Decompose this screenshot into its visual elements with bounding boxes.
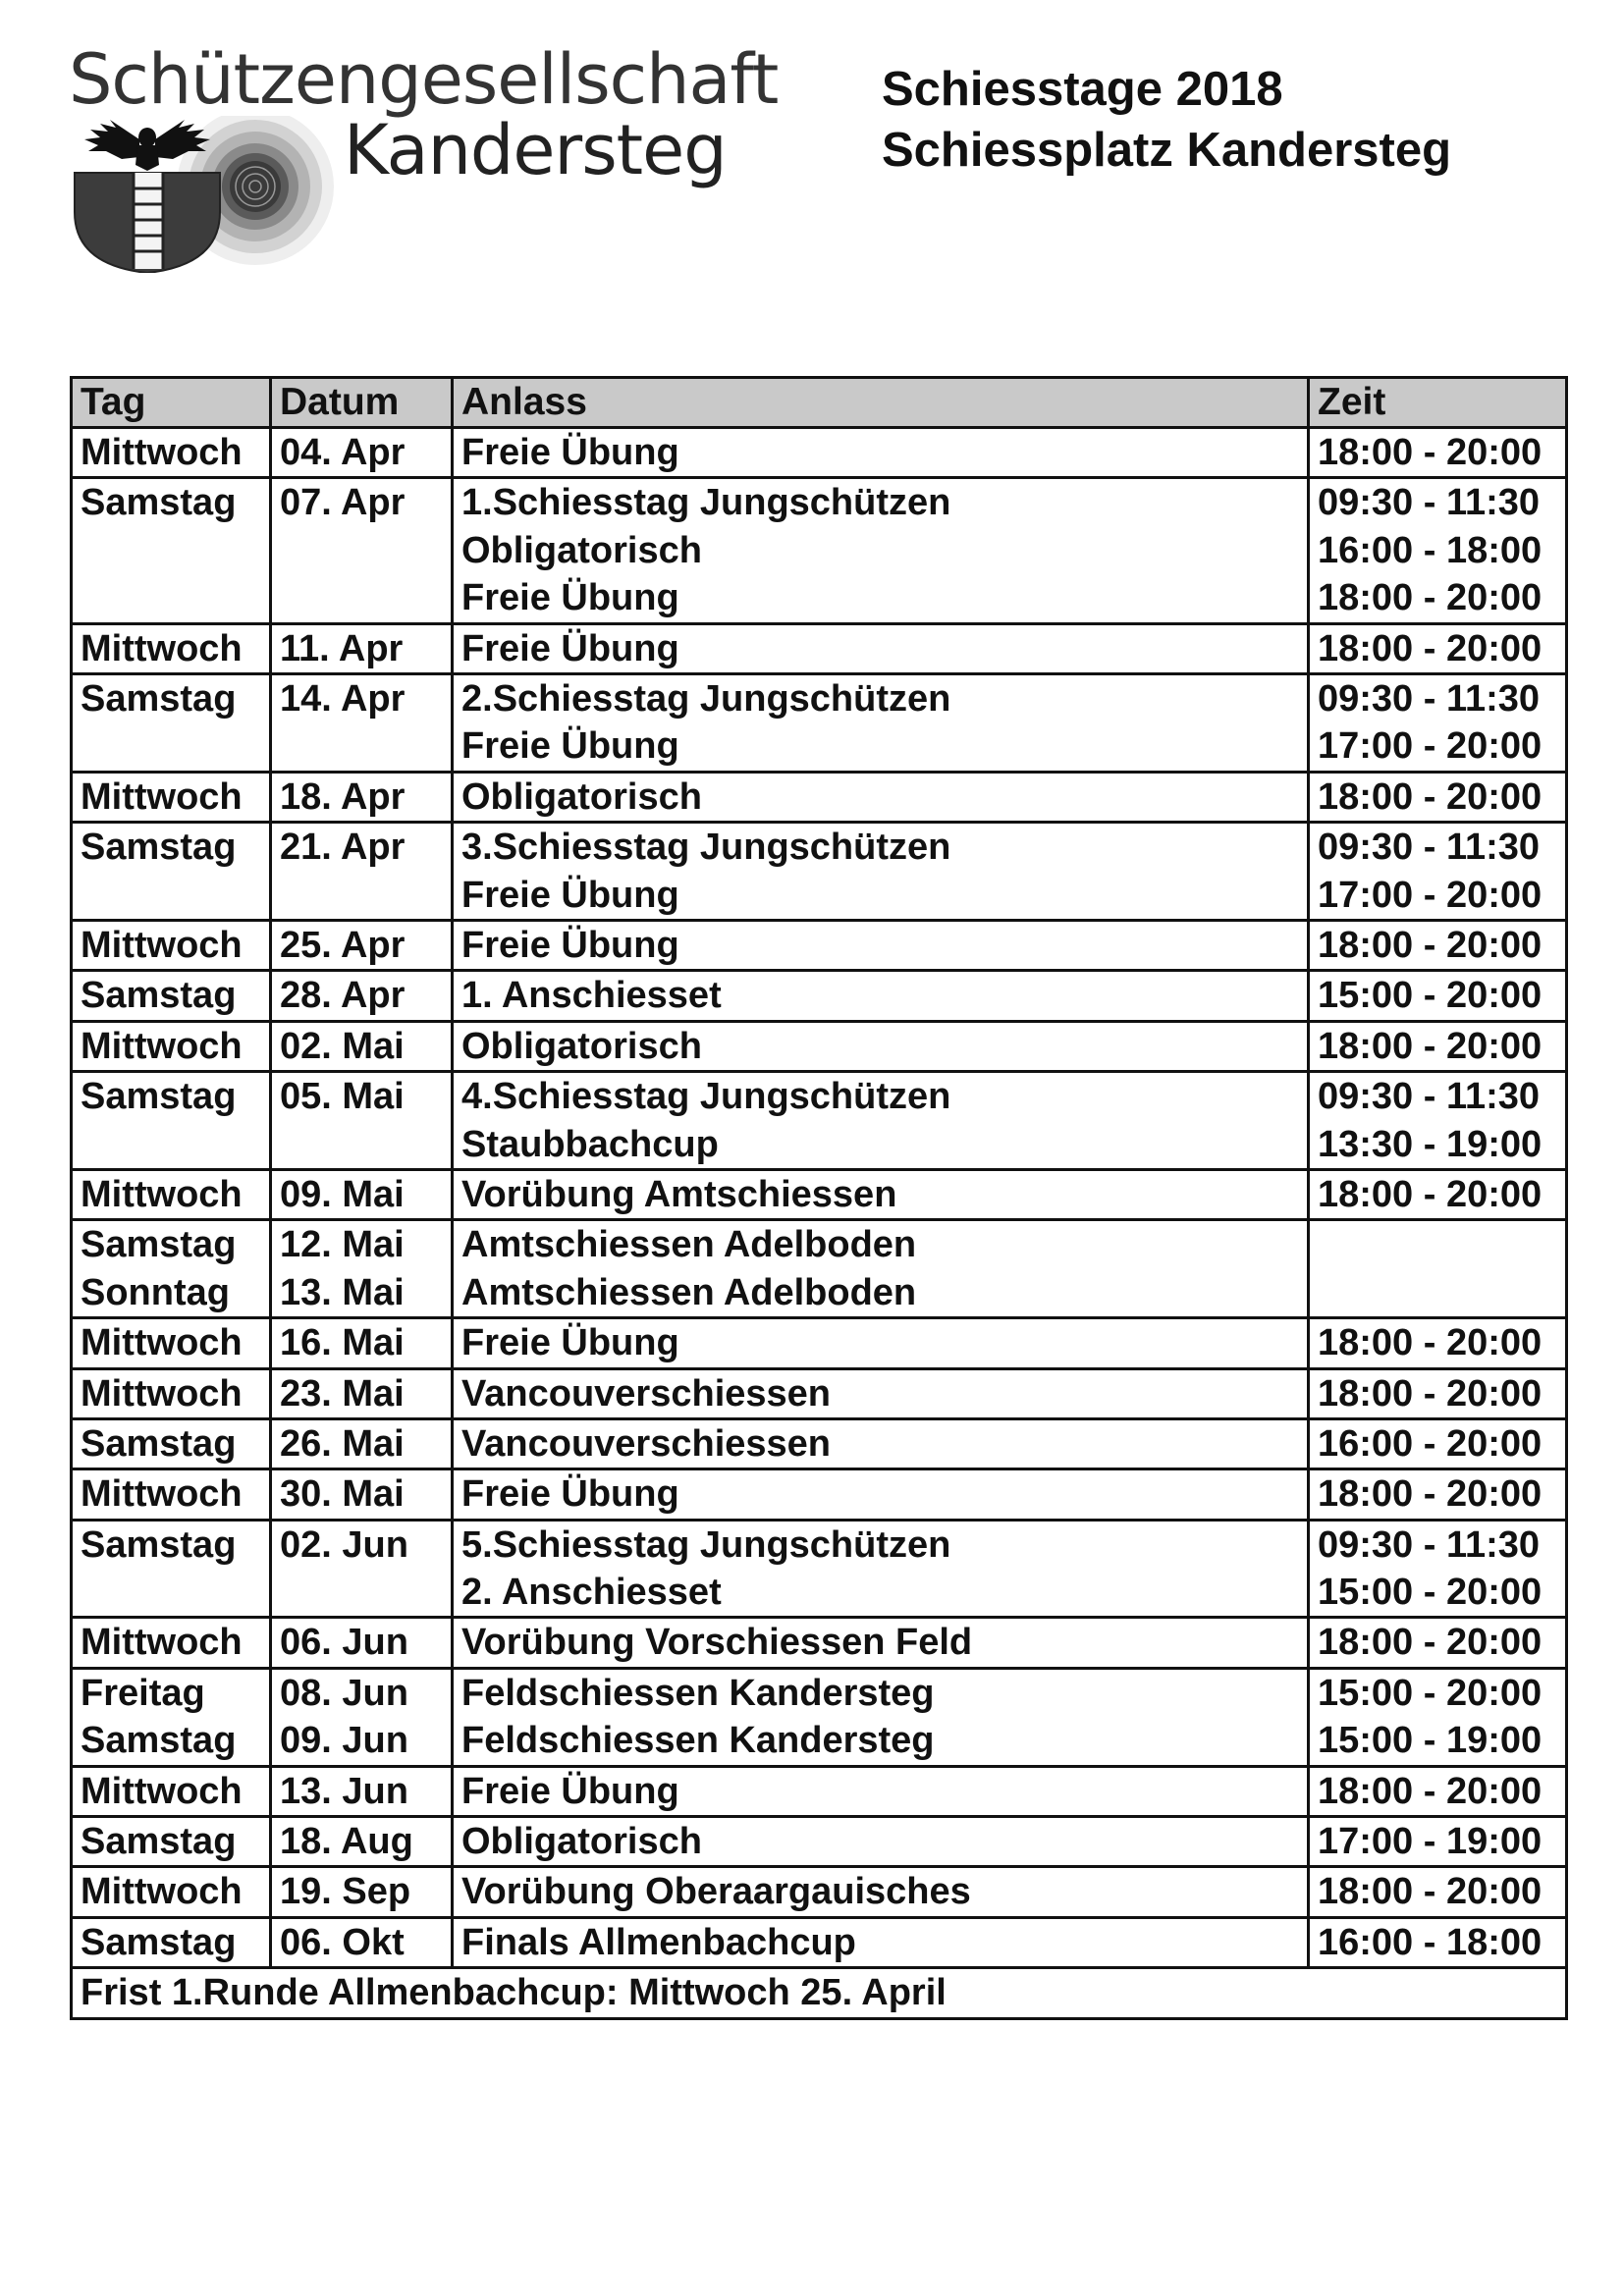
cell-zeit: [1309, 1368, 1567, 1418]
datum-text: 25. Apr: [280, 924, 406, 966]
cell-zeit: [1309, 428, 1567, 478]
datum-text: 12. Mai: [280, 1224, 405, 1266]
datum-text: 09. Jun: [280, 1720, 408, 1762]
cell-tag: [72, 1766, 271, 1816]
cell-zeit: [1309, 1418, 1567, 1468]
table-row: [72, 1668, 1567, 1766]
anlass-text: Freie Übung: [461, 725, 679, 768]
tag-text: Mittwoch: [81, 432, 243, 473]
header-tag: Tag: [72, 378, 271, 428]
cell-datum: [271, 1318, 453, 1368]
header-anlass: Anlass: [453, 378, 1309, 428]
cell-datum: [271, 1917, 453, 1967]
cell-anlass: [453, 1668, 1309, 1766]
datum-text: 02. Mai: [280, 1025, 405, 1067]
zeit-text: 18:00 - 20:00: [1318, 432, 1543, 473]
cell-datum: [271, 1072, 453, 1170]
table-row: [72, 971, 1567, 1021]
anlass-text: Vancouverschiessen: [461, 1372, 831, 1415]
datum-text: 05. Mai: [280, 1076, 405, 1118]
cell-datum: [271, 1867, 453, 1917]
cell-anlass: [453, 920, 1309, 970]
table-row: [72, 1169, 1567, 1219]
cell-tag: [72, 428, 271, 478]
zeit-text: 18:00 - 20:00: [1318, 1322, 1543, 1364]
table-row: [72, 1418, 1567, 1468]
tag-text: Mittwoch: [81, 1372, 243, 1415]
cell-anlass: [453, 478, 1309, 623]
deadline-note: Frist 1.Runde Allmenbachcup: Mittwoch 25. April: [72, 1968, 1567, 2018]
cell-tag: [72, 823, 271, 921]
zeit-text: 18:00 - 20:00: [1318, 1871, 1543, 1913]
cell-anlass: [453, 1766, 1309, 1816]
cell-zeit: [1309, 478, 1567, 623]
tag-text: Mittwoch: [81, 627, 243, 669]
cell-zeit: [1309, 1668, 1567, 1766]
zeit-text: 18:00 - 20:00: [1318, 1473, 1543, 1516]
zeit-text: 18:00 - 20:00: [1318, 775, 1543, 818]
zeit-text: 18:00 - 20:00: [1318, 1622, 1543, 1664]
anlass-text: Freie Übung: [461, 432, 679, 473]
anlass-text: 3.Schiesstag Jungschützen: [461, 827, 951, 869]
zeit-text: 15:00 - 20:00: [1318, 1572, 1543, 1614]
table-row: [72, 920, 1567, 970]
tag-text: Samstag: [81, 482, 237, 524]
tag-text: Mittwoch: [81, 1173, 243, 1215]
table-row: [72, 1618, 1567, 1668]
cell-zeit: [1309, 1169, 1567, 1219]
cell-datum: [271, 920, 453, 970]
cell-tag: [72, 1817, 271, 1867]
cell-anlass: [453, 1021, 1309, 1071]
cell-datum: [271, 1368, 453, 1418]
tag-text: Samstag: [81, 1921, 237, 1963]
table-row: [72, 1469, 1567, 1520]
datum-text: 14. Apr: [280, 677, 406, 720]
anlass-text: Freie Übung: [461, 627, 679, 669]
datum-text: 26. Mai: [280, 1422, 405, 1465]
anlass-text: Freie Übung: [461, 924, 679, 966]
anlass-text: Vorübung Vorschiessen Feld: [461, 1622, 973, 1664]
shield-icon: [75, 173, 220, 273]
cell-zeit: [1309, 1072, 1567, 1170]
datum-text: 21. Apr: [280, 827, 406, 869]
org-name-line2: Kandersteg: [344, 110, 727, 190]
cell-tag: [72, 1021, 271, 1071]
anlass-text: Vorübung Oberaargauisches: [461, 1871, 971, 1913]
tag-text: Samstag: [81, 1523, 237, 1566]
datum-text: 13. Mai: [280, 1271, 405, 1313]
cell-anlass: [453, 1520, 1309, 1618]
zeit-text: 18:00 - 20:00: [1318, 577, 1543, 619]
cell-anlass: [453, 428, 1309, 478]
anlass-text: Obligatorisch: [461, 775, 702, 818]
cell-zeit: [1309, 1469, 1567, 1520]
anlass-text: Staubbachcup: [461, 1123, 719, 1165]
cell-zeit: [1309, 971, 1567, 1021]
cell-datum: [271, 1220, 453, 1318]
datum-text: 30. Mai: [280, 1473, 405, 1516]
table-row: [72, 1867, 1567, 1917]
tag-text: Mittwoch: [81, 1473, 243, 1516]
anlass-text: Freie Übung: [461, 1322, 679, 1364]
cell-anlass: [453, 1469, 1309, 1520]
cell-datum: [271, 772, 453, 822]
zeit-text: 17:00 - 20:00: [1318, 725, 1543, 768]
datum-text: 02. Jun: [280, 1523, 408, 1566]
cell-zeit: [1309, 673, 1567, 772]
cell-anlass: [453, 971, 1309, 1021]
cell-datum: [271, 428, 453, 478]
tag-text: Samstag: [81, 677, 237, 720]
table-row: [72, 1318, 1567, 1368]
anlass-text: Finals Allmenbachcup: [461, 1921, 856, 1963]
cell-tag: [72, 920, 271, 970]
org-name-line1: Schützengesellschaft: [69, 39, 779, 120]
datum-text: 06. Okt: [280, 1921, 405, 1963]
tag-text: Mittwoch: [81, 1322, 243, 1364]
anlass-text: Amtschiessen Adelboden: [461, 1271, 917, 1313]
zeit-text: 18:00 - 20:00: [1318, 1173, 1543, 1215]
document-title: [882, 59, 1451, 181]
table-header-row: [72, 378, 1567, 428]
cell-datum: [271, 478, 453, 623]
title-line-2: Schiessplatz Kandersteg: [882, 124, 1452, 177]
zeit-text: 16:00 - 18:00: [1318, 529, 1543, 571]
zeit-text: 17:00 - 19:00: [1318, 1821, 1543, 1863]
table-row: [72, 1766, 1567, 1816]
cell-datum: [271, 1668, 453, 1766]
header-datum: Datum: [271, 378, 453, 428]
zeit-text: 18:00 - 20:00: [1318, 1025, 1543, 1067]
cell-anlass: [453, 1618, 1309, 1668]
zeit-text: 18:00 - 20:00: [1318, 627, 1543, 669]
datum-text: 09. Mai: [280, 1173, 405, 1215]
cell-zeit: [1309, 772, 1567, 822]
cell-datum: [271, 1418, 453, 1468]
cell-tag: [72, 1469, 271, 1520]
anlass-text: 1. Anschiesset: [461, 975, 722, 1017]
anlass-text: Vancouverschiessen: [461, 1422, 831, 1465]
anlass-text: Freie Übung: [461, 1770, 679, 1812]
anlass-text: Obligatorisch: [461, 1025, 702, 1067]
zeit-text: 18:00 - 20:00: [1318, 1372, 1543, 1415]
anlass-text: 1.Schiesstag Jungschützen: [461, 482, 951, 524]
cell-anlass: [453, 623, 1309, 673]
cell-anlass: [453, 1318, 1309, 1368]
table-row: [72, 673, 1567, 772]
tag-text: Samstag: [81, 975, 237, 1017]
cell-tag: [72, 1867, 271, 1917]
cell-tag: [72, 1618, 271, 1668]
table-row: [72, 772, 1567, 822]
table-row: [72, 478, 1567, 623]
zeit-text: 09:30 - 11:30: [1318, 1523, 1541, 1566]
cell-zeit: [1309, 1021, 1567, 1071]
cell-tag: [72, 1418, 271, 1468]
datum-text: 07. Apr: [280, 482, 406, 524]
datum-text: 16. Mai: [280, 1322, 405, 1364]
zeit-text: 09:30 - 11:30: [1318, 482, 1541, 524]
cell-tag: [72, 1917, 271, 1967]
anlass-text: Freie Übung: [461, 874, 679, 916]
schedule-body: [72, 428, 1567, 2019]
anlass-text: 4.Schiesstag Jungschützen: [461, 1076, 951, 1118]
anlass-text: Obligatorisch: [461, 1821, 702, 1863]
tag-text: Samstag: [81, 827, 237, 869]
cell-zeit: [1309, 1867, 1567, 1917]
cell-datum: [271, 673, 453, 772]
cell-tag: [72, 1520, 271, 1618]
cell-anlass: [453, 1817, 1309, 1867]
cell-zeit: [1309, 1520, 1567, 1618]
zeit-text: 16:00 - 18:00: [1318, 1921, 1543, 1963]
tag-text: Samstag: [81, 1720, 237, 1762]
cell-anlass: [453, 1867, 1309, 1917]
anlass-text: Obligatorisch: [461, 529, 702, 571]
cell-anlass: [453, 673, 1309, 772]
cell-anlass: [453, 1220, 1309, 1318]
table-row: [72, 1520, 1567, 1618]
anlass-text: 2. Anschiesset: [461, 1572, 722, 1614]
datum-text: 28. Apr: [280, 975, 406, 1017]
tag-text: Samstag: [81, 1422, 237, 1465]
zeit-text: 16:00 - 20:00: [1318, 1422, 1543, 1465]
cell-tag: [72, 478, 271, 623]
datum-text: 08. Jun: [280, 1672, 408, 1714]
cell-zeit: [1309, 920, 1567, 970]
tag-text: Mittwoch: [81, 1622, 243, 1664]
cell-tag: [72, 1668, 271, 1766]
cell-zeit: [1309, 1318, 1567, 1368]
cell-datum: [271, 1618, 453, 1668]
datum-text: 06. Jun: [280, 1622, 408, 1664]
tag-text: Mittwoch: [81, 1025, 243, 1067]
table-row: [72, 623, 1567, 673]
cell-tag: [72, 623, 271, 673]
cell-tag: [72, 1169, 271, 1219]
anlass-text: 5.Schiesstag Jungschützen: [461, 1523, 951, 1566]
tag-text: Mittwoch: [81, 924, 243, 966]
anlass-text: Amtschiessen Adelboden: [461, 1224, 917, 1266]
zeit-text: 18:00 - 20:00: [1318, 924, 1543, 966]
cell-datum: [271, 823, 453, 921]
anlass-text: Feldschiessen Kandersteg: [461, 1720, 935, 1762]
zeit-text: 09:30 - 11:30: [1318, 1076, 1541, 1118]
cell-anlass: [453, 1368, 1309, 1418]
title-line-1: Schiesstage 2018: [882, 63, 1283, 116]
datum-text: 18. Apr: [280, 775, 406, 818]
anlass-text: Feldschiessen Kandersteg: [461, 1672, 935, 1714]
datum-text: 11. Apr: [280, 627, 404, 669]
cell-anlass: [453, 1169, 1309, 1219]
datum-text: 23. Mai: [280, 1372, 405, 1415]
table-row: [72, 1917, 1567, 1967]
zeit-text: 15:00 - 19:00: [1318, 1720, 1543, 1762]
cell-zeit: [1309, 823, 1567, 921]
tag-text: Mittwoch: [81, 1871, 243, 1913]
cell-anlass: [453, 1072, 1309, 1170]
tag-text: Mittwoch: [81, 1770, 243, 1812]
table-row: [72, 1021, 1567, 1071]
tag-text: Samstag: [81, 1821, 237, 1863]
cell-tag: [72, 971, 271, 1021]
anlass-text: 2.Schiesstag Jungschützen: [461, 677, 951, 720]
datum-text: 19. Sep: [280, 1871, 411, 1913]
table-footer-row: [72, 1968, 1567, 2018]
header-zeit: Zeit: [1309, 378, 1567, 428]
cell-anlass: [453, 772, 1309, 822]
datum-text: 18. Aug: [280, 1821, 413, 1863]
cell-anlass: [453, 1418, 1309, 1468]
schedule-table: [70, 376, 1568, 2020]
cell-tag: [72, 1368, 271, 1418]
table-row: [72, 1368, 1567, 1418]
cell-zeit: [1309, 1618, 1567, 1668]
cell-datum: [271, 1520, 453, 1618]
cell-anlass: [453, 823, 1309, 921]
cell-datum: [271, 1021, 453, 1071]
zeit-text: 13:30 - 19:00: [1318, 1123, 1543, 1165]
club-logo: [71, 116, 355, 273]
tag-text: Freitag: [81, 1672, 205, 1714]
table-row: [72, 1220, 1567, 1318]
tag-text: Sonntag: [81, 1271, 230, 1313]
cell-tag: [72, 1220, 271, 1318]
cell-tag: [72, 673, 271, 772]
cell-tag: [72, 772, 271, 822]
cell-zeit: [1309, 623, 1567, 673]
zeit-text: 15:00 - 20:00: [1318, 975, 1543, 1017]
zeit-text: 18:00 - 20:00: [1318, 1770, 1543, 1812]
table-row: [72, 1817, 1567, 1867]
datum-text: 13. Jun: [280, 1770, 408, 1812]
cell-tag: [72, 1072, 271, 1170]
cell-tag: [72, 1318, 271, 1368]
cell-datum: [271, 1817, 453, 1867]
zeit-text: 09:30 - 11:30: [1318, 677, 1541, 720]
cell-datum: [271, 1169, 453, 1219]
cell-anlass: [453, 1917, 1309, 1967]
cell-datum: [271, 1766, 453, 1816]
cell-zeit: [1309, 1220, 1567, 1318]
cell-zeit: [1309, 1766, 1567, 1816]
anlass-text: Freie Übung: [461, 1473, 679, 1516]
cell-zeit: [1309, 1817, 1567, 1867]
zeit-text: 17:00 - 20:00: [1318, 874, 1543, 916]
table-row: [72, 428, 1567, 478]
cell-datum: [271, 623, 453, 673]
table-row: [72, 823, 1567, 921]
table-row: [72, 1072, 1567, 1170]
tag-text: Samstag: [81, 1076, 237, 1118]
cell-datum: [271, 1469, 453, 1520]
zeit-text: 09:30 - 11:30: [1318, 827, 1541, 869]
anlass-text: Freie Übung: [461, 577, 679, 619]
zeit-text: 15:00 - 20:00: [1318, 1672, 1543, 1714]
tag-text: Samstag: [81, 1224, 237, 1266]
datum-text: 04. Apr: [280, 432, 406, 473]
anlass-text: Vorübung Amtschiessen: [461, 1173, 897, 1215]
tag-text: Mittwoch: [81, 775, 243, 818]
cell-datum: [271, 971, 453, 1021]
cell-zeit: [1309, 1917, 1567, 1967]
